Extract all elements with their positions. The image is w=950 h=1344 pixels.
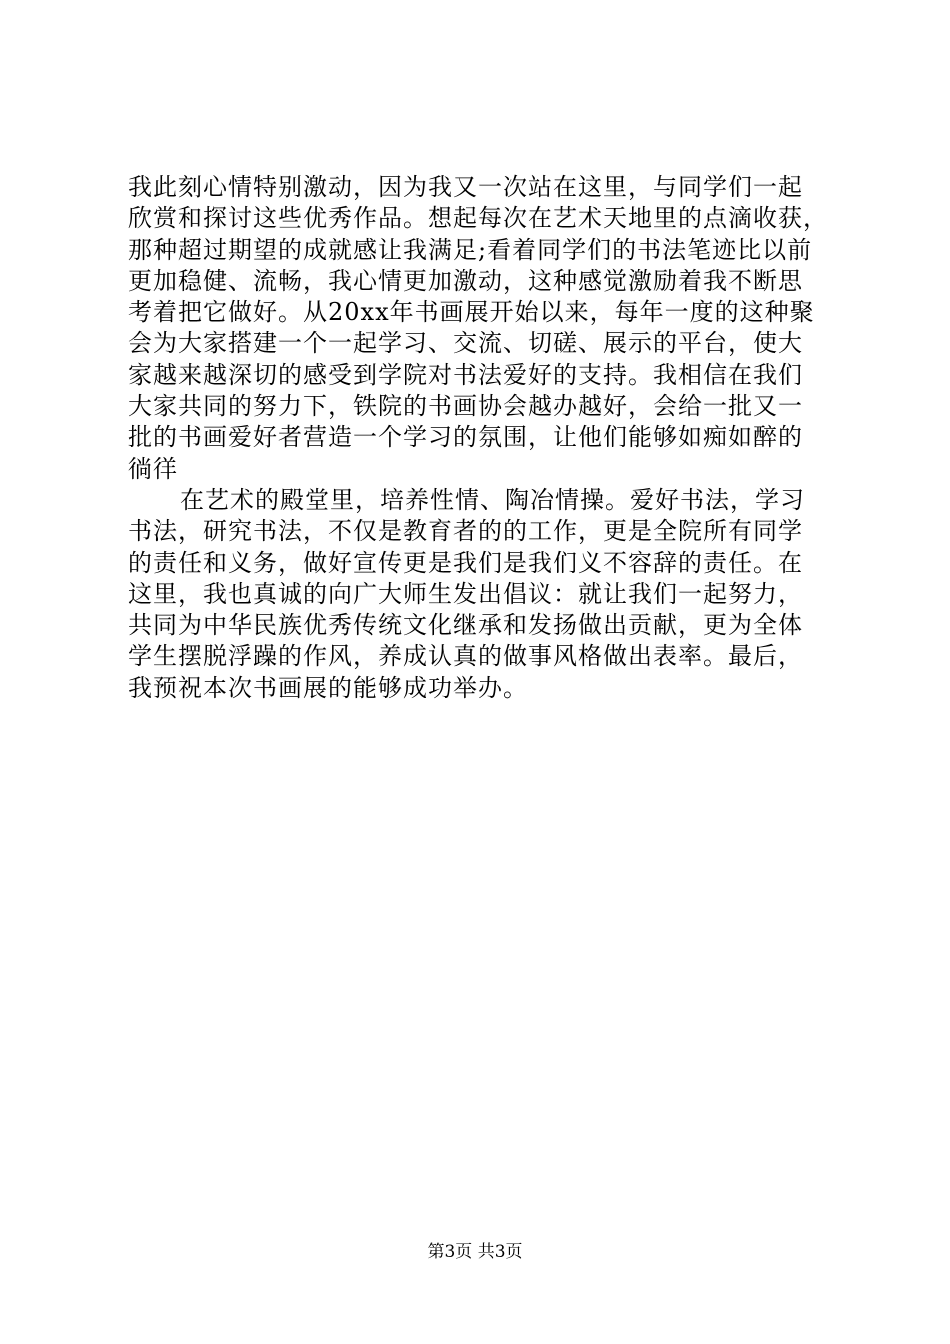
text-line: 共同为中华民族优秀传统文化继承和发扬做出贡献，更为全体 [128,611,803,640]
page-number: 第3页 共3页 [427,1242,523,1262]
text-line: 家越来越深切的感受到学院对书法爱好的支持。我相信在我们 [128,360,803,389]
text-line: 欣赏和探讨这些优秀作品。想起每次在艺术天地里的点滴收获， [128,204,828,233]
page-footer [0,1241,950,1263]
text-line: 大家共同的努力下，铁院的书画协会越办越好，会给一批又一 [128,392,803,421]
text-line: 的责任和义务，做好宣传更是我们是我们义不容辞的责任。在 [128,548,803,577]
text-line: 学生摆脱浮躁的作风，养成认真的做事风格做出表率。最后， [128,642,803,671]
text-line: 更加稳健、流畅，我心情更加激动，这种感觉激励着我不断思 [128,266,803,295]
paragraph-2 [128,485,828,704]
text-line: 徜徉 [128,454,178,483]
text-line: 书法，研究书法，不仅是教育者的的工作，更是全院所有同学 [128,517,803,546]
text-line: 在艺术的殿堂里，培养性情、陶冶情操。爱好书法，学习 [180,485,805,514]
text-line: 考着把它做好。从20xx年书画展开始以来，每年一度的这种聚 [128,298,815,327]
text-line: 我预祝本次书画展的能够成功举办。 [128,673,528,702]
paragraph-1 [128,172,828,485]
text-line: 这里，我也真诚的向广大师生发出倡议：就让我们一起努力， [128,579,803,608]
text-line: 会为大家搭建一个一起学习、交流、切磋、展示的平台，使大 [128,329,803,358]
document-body [128,172,828,704]
text-line: 我此刻心情特别激动，因为我又一次站在这里，与同学们一起 [128,173,803,201]
text-line: 批的书画爱好者营造一个学习的氛围，让他们能够如痴如醉的 [128,423,803,452]
text-line: 那种超过期望的成就感让我满足;看着同学们的书法笔迹比以前 [128,235,813,264]
